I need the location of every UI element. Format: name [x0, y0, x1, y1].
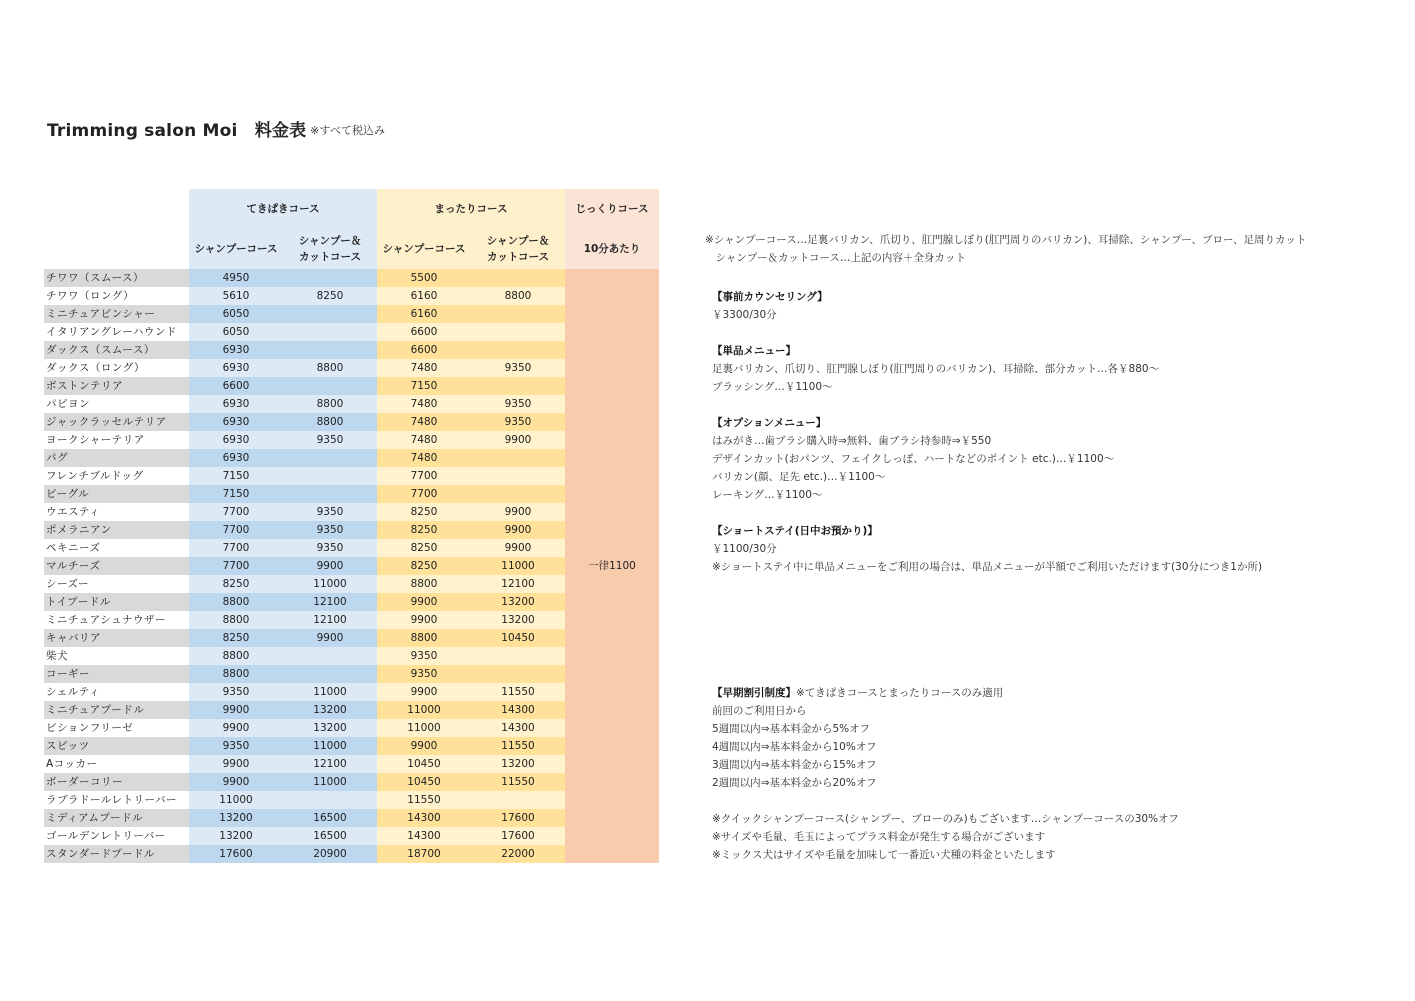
breed-name: ペキニーズ — [46, 542, 101, 554]
early-discount-section — [712, 684, 1003, 792]
breed-name: ボーダーコリー — [44, 773, 189, 791]
price-cell: 6930 — [189, 395, 283, 413]
price-cell: 6050 — [189, 323, 283, 341]
short-stay-section — [712, 522, 1262, 576]
price-cell: 8250 — [283, 287, 377, 305]
price-cell: 7700 — [377, 485, 471, 503]
price-cell: 9900 — [377, 737, 471, 755]
price-cell: 9900 — [189, 773, 283, 791]
price-cell: 6930 — [189, 431, 283, 449]
price-cell — [283, 665, 377, 683]
breed-name: ヨークシャーテリア — [46, 434, 145, 446]
price-cell: 9350 — [283, 503, 377, 521]
price-cell: 6050 — [189, 305, 283, 323]
price-cell: 9350 — [471, 413, 565, 431]
option-menu-section — [712, 414, 1114, 504]
note-line: 4週間以内⇒基本料金から10%オフ — [712, 741, 877, 753]
price-cell: 9350 — [471, 359, 565, 377]
price-cell: 13200 — [471, 611, 565, 629]
price-cell: 14300 — [471, 701, 565, 719]
price-cell: 18700 — [377, 845, 471, 863]
price-cell: 6930 — [189, 449, 283, 467]
breed-name: ゴールデンレトリーバー — [46, 830, 166, 842]
price-cell: 7700 — [377, 467, 471, 485]
price-cell — [471, 341, 565, 359]
price-cell: 8250 — [189, 575, 283, 593]
price-cell: 7480 — [377, 395, 471, 413]
price-cell: 8250 — [189, 629, 283, 647]
price-cell: 17600 — [471, 809, 565, 827]
note-line: シャンプー＆カットコース…上記の内容＋全身カット — [705, 252, 966, 264]
price-cell: 11000 — [377, 701, 471, 719]
price-cell — [471, 323, 565, 341]
note-line: バリカン(顔、足先 etc.)…￥1100〜 — [712, 471, 886, 483]
price-cell: 9350 — [377, 647, 471, 665]
course-header-tekipaki: てきぱきコース — [189, 189, 377, 229]
breed-name: シェルティ — [46, 686, 100, 698]
price-cell: 7150 — [189, 485, 283, 503]
price-cell: 7700 — [189, 503, 283, 521]
price-cell: 13200 — [189, 827, 283, 845]
price-cell — [283, 467, 377, 485]
breed-name: ミニチュアピンシャー — [44, 305, 189, 323]
note-line: はみがき…歯ブラシ購入時⇒無料、歯ブラシ持参時⇒￥550 — [712, 435, 992, 447]
price-cell — [283, 647, 377, 665]
breed-name: フレンチブルドッグ — [46, 470, 144, 482]
price-cell — [471, 647, 565, 665]
sub-header: シャンプーコース — [377, 229, 471, 269]
section-heading: 【オプションメニュー】 — [712, 417, 827, 429]
breed-name: イタリアングレーハウンド — [46, 326, 177, 338]
price-cell: 6930 — [189, 341, 283, 359]
price-cell: 9900 — [283, 557, 377, 575]
price-cell: 6600 — [377, 341, 471, 359]
note-line: ブラッシング…￥1100〜 — [712, 381, 833, 393]
heading-note: ※てきぱきコースとまったりコースのみ適用 — [796, 687, 1004, 699]
note-line: ※シャンプーコース…足裏バリカン、爪切り、肛門腺しぼり(肛門周りのバリカン)、耳掃除、シャンプー、ブロー、足周りカット — [705, 234, 1307, 246]
price-cell: 12100 — [283, 611, 377, 629]
breed-name: ラブラドールレトリーバー — [46, 794, 178, 806]
price-cell: 7150 — [377, 377, 471, 395]
price-cell: 8800 — [189, 611, 283, 629]
price-cell: 12100 — [471, 575, 565, 593]
price-cell: 9900 — [471, 539, 565, 557]
breed-name: ビーグル — [44, 485, 189, 503]
breed-name: ダックス（スムース） — [44, 341, 189, 359]
price-cell: 11000 — [377, 719, 471, 737]
note-line: ※ミックス犬はサイズや毛量を加味して一番近い犬種の料金といたします — [712, 849, 1056, 861]
price-cell: 14300 — [377, 809, 471, 827]
price-cell: 17600 — [189, 845, 283, 863]
price-cell: 9900 — [471, 503, 565, 521]
breed-name: ボストンテリア — [44, 377, 189, 395]
price-cell: 6160 — [377, 287, 471, 305]
sub-header: 10分あたり — [565, 229, 659, 269]
note-line: 2週間以内⇒基本料金から20%オフ — [712, 777, 877, 789]
price-cell: 20900 — [283, 845, 377, 863]
price-cell — [471, 305, 565, 323]
price-cell: 8800 — [283, 395, 377, 413]
breed-name: ミニチュアプードル — [44, 701, 189, 719]
price-cell: 8800 — [377, 629, 471, 647]
breed-name: ミニチュアシュナウザー — [46, 614, 167, 626]
price-cell: 7480 — [377, 359, 471, 377]
price-cell: 11000 — [471, 557, 565, 575]
price-cell: 8250 — [377, 521, 471, 539]
course-header-mattari: まったりコース — [377, 189, 565, 229]
price-cell: 11000 — [283, 575, 377, 593]
price-cell: 14300 — [471, 719, 565, 737]
section-heading: 【事前カウンセリング】 — [712, 291, 828, 303]
price-cell: 8800 — [189, 593, 283, 611]
price-cell: 9900 — [471, 431, 565, 449]
breed-name: ビションフリーゼ — [46, 722, 134, 734]
price-cell — [283, 269, 377, 287]
note-line: ※サイズや毛量、毛玉によってプラス料金が発生する場合がございます — [712, 831, 1046, 843]
note-line: ￥3300/30分 — [712, 309, 777, 321]
price-cell: 7150 — [189, 467, 283, 485]
breed-name: Aコッカー — [46, 758, 98, 770]
price-cell: 12100 — [283, 755, 377, 773]
price-cell: 13200 — [471, 755, 565, 773]
price-cell: 9350 — [471, 395, 565, 413]
price-cell — [471, 485, 565, 503]
breed-name: シーズー — [46, 578, 89, 590]
breed-name: ポメラニアン — [44, 521, 189, 539]
price-cell — [471, 665, 565, 683]
breed-name: トイプードル — [44, 593, 189, 611]
sub-header: シャンプー＆ カットコース — [283, 229, 377, 269]
price-cell: 13200 — [283, 701, 377, 719]
price-cell — [283, 341, 377, 359]
price-cell: 9900 — [377, 593, 471, 611]
price-cell — [283, 449, 377, 467]
price-cell: 9900 — [471, 521, 565, 539]
price-cell: 9350 — [377, 665, 471, 683]
price-cell: 8800 — [283, 413, 377, 431]
page-title: Trimming salon Moi 料金表 — [47, 121, 307, 141]
price-cell: 7700 — [189, 539, 283, 557]
price-cell: 11550 — [471, 773, 565, 791]
price-cell: 8800 — [189, 665, 283, 683]
price-cell: 9350 — [283, 521, 377, 539]
price-cell: 11000 — [283, 683, 377, 701]
note-line: レーキング…￥1100〜 — [712, 489, 823, 501]
price-cell: 9350 — [283, 431, 377, 449]
breed-name: ジャックラッセルテリア — [44, 413, 189, 431]
price-cell: 10450 — [377, 773, 471, 791]
price-cell: 9350 — [189, 737, 283, 755]
price-cell: 13200 — [283, 719, 377, 737]
price-cell: 8800 — [471, 287, 565, 305]
price-cell: 9350 — [189, 683, 283, 701]
price-cell: 11550 — [471, 737, 565, 755]
breed-name: コーギー — [44, 665, 189, 683]
section-heading: 【早期割引制度】 — [712, 687, 796, 699]
price-cell — [471, 791, 565, 809]
breed-name: 柴犬 — [46, 650, 68, 662]
price-cell — [471, 377, 565, 395]
breed-name: マルチーズ — [44, 557, 189, 575]
single-menu-section — [712, 342, 1159, 396]
price-cell — [283, 485, 377, 503]
note-line: ※ショートステイ中に単品メニューをご利用の場合は、単品メニューが半額でご利用いただけます(30分につき1か所) — [712, 561, 1263, 573]
price-cell: 6600 — [377, 323, 471, 341]
price-cell — [283, 377, 377, 395]
header-blank — [44, 229, 189, 269]
price-cell: 9900 — [377, 683, 471, 701]
price-cell: 6930 — [189, 413, 283, 431]
price-cell — [471, 449, 565, 467]
note-line: 足裏バリカン、爪切り、肛門腺しぼり(肛門周りのバリカン)、耳掃除、部分カット…各￥880〜 — [712, 363, 1160, 375]
price-cell: 9900 — [189, 719, 283, 737]
breed-name: ウエスティ — [46, 506, 100, 518]
breed-name: キャバリア — [44, 629, 189, 647]
note-line: ￥1100/30分 — [712, 543, 777, 555]
price-cell: 10450 — [471, 629, 565, 647]
sub-header: シャンプー＆ カットコース — [471, 229, 565, 269]
price-cell: 9900 — [377, 611, 471, 629]
price-cell: 8250 — [377, 539, 471, 557]
price-cell: 12100 — [283, 593, 377, 611]
price-cell: 16500 — [283, 827, 377, 845]
price-cell: 5610 — [189, 287, 283, 305]
price-cell: 6930 — [189, 359, 283, 377]
course-header-jikkuri: じっくりコース — [565, 189, 659, 229]
breed-name: パピヨン — [46, 398, 90, 410]
price-cell — [283, 305, 377, 323]
note-line: ※クイックシャンプーコース(シャンプー、ブローのみ)もございます…シャンプーコースの30%オフ — [712, 813, 1179, 825]
price-cell: 7480 — [377, 413, 471, 431]
price-cell: 9350 — [283, 539, 377, 557]
price-cell: 13200 — [471, 593, 565, 611]
tax-note: ※すべて税込み — [310, 124, 385, 137]
price-cell: 9900 — [283, 629, 377, 647]
price-cell: 11000 — [283, 773, 377, 791]
breed-name: チワワ（スムース） — [44, 269, 189, 287]
price-cell: 11000 — [189, 791, 283, 809]
price-cell — [283, 791, 377, 809]
price-cell: 14300 — [377, 827, 471, 845]
price-cell: 8800 — [189, 647, 283, 665]
price-cell: 8250 — [377, 503, 471, 521]
course-description — [705, 231, 1306, 267]
price-cell — [471, 269, 565, 287]
price-cell: 8800 — [377, 575, 471, 593]
note-line: 5週間以内⇒基本料金から5%オフ — [712, 723, 870, 735]
section-heading: 【単品メニュー】 — [712, 345, 796, 357]
price-cell: 9900 — [189, 755, 283, 773]
breed-name: チワワ（ロング） — [46, 290, 135, 302]
table-row — [44, 269, 659, 287]
price-cell: 8250 — [377, 557, 471, 575]
price-cell: 5500 — [377, 269, 471, 287]
header-blank — [44, 189, 189, 229]
breed-name: パグ — [44, 449, 189, 467]
note-line: 前回のご利用日から — [712, 705, 807, 717]
price-cell: 11550 — [471, 683, 565, 701]
breed-name: ミディアムプードル — [44, 809, 189, 827]
price-cell: 7700 — [189, 557, 283, 575]
breed-name: ダックス（ロング） — [46, 362, 145, 374]
price-cell: 11000 — [283, 737, 377, 755]
price-cell: 6160 — [377, 305, 471, 323]
breed-name: スピッツ — [44, 737, 189, 755]
price-cell: 4950 — [189, 269, 283, 287]
note-line: 3週間以内⇒基本料金から15%オフ — [712, 759, 877, 771]
price-cell: 7700 — [189, 521, 283, 539]
counseling-section — [712, 288, 828, 324]
price-cell: 11550 — [377, 791, 471, 809]
footer-notes — [712, 810, 1179, 864]
price-cell: 13200 — [189, 809, 283, 827]
price-cell: 8800 — [283, 359, 377, 377]
price-cell: 17600 — [471, 827, 565, 845]
price-cell: 7480 — [377, 431, 471, 449]
note-line: デザインカット(おパンツ、フェイクしっぽ、ハートなどのポイント etc.)…￥1100〜 — [712, 453, 1115, 465]
price-cell: 10450 — [377, 755, 471, 773]
breed-name: スタンダードプードル — [44, 845, 189, 863]
section-heading: 【ショートステイ(日中お預かり)】 — [712, 525, 878, 537]
price-table — [44, 189, 659, 863]
price-cell: 6600 — [189, 377, 283, 395]
price-cell: 9900 — [189, 701, 283, 719]
price-cell — [471, 467, 565, 485]
price-cell: 16500 — [283, 809, 377, 827]
jikkuri-price-cell: 一律1100 — [565, 269, 659, 863]
price-cell — [283, 323, 377, 341]
sub-header: シャンプーコース — [189, 229, 283, 269]
price-cell: 7480 — [377, 449, 471, 467]
price-cell: 22000 — [471, 845, 565, 863]
